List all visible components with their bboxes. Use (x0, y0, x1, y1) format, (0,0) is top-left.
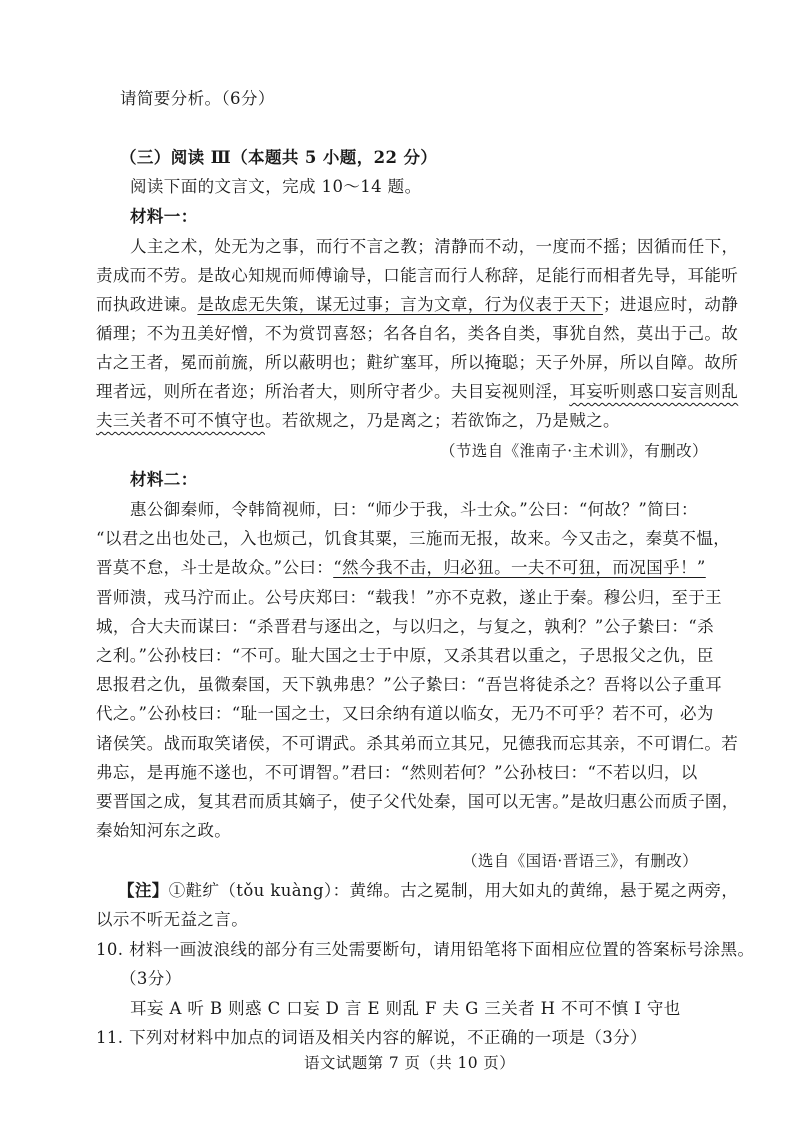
question-10-score: （3分） (120, 969, 182, 988)
material-two-line: 思报君之仇，虽微秦国，天下孰弗患？”公子絷曰：“吾岂将徒杀之？吾将以公子重耳 (96, 675, 723, 694)
material-two-line: 秦始知河东之政。 (96, 821, 232, 840)
underlined-sentence: “然今我不击，归必狃。一夫不可狃，而况国乎！” (333, 558, 706, 577)
material-one-source: （节选自《淮南子·主术训》，有删改） (440, 442, 708, 460)
material-one-line (96, 294, 738, 316)
material-one-heading: 材料一： (130, 207, 198, 226)
question-10-options: 耳妄 A 听 B 则惑 C 口妄 D 言 E 则乱 F 夫 G 三关者 H 不可不慎 I 守也 (130, 999, 681, 1018)
note-line: 以示不听无益之言。 (96, 910, 249, 929)
material-one-line (96, 410, 620, 432)
material-two-line: 晋师溃，戎马泞而止。公号庆郑曰：“载我！”亦不克救，遂止于秦。穆公归，至于王 (96, 588, 723, 607)
underlined-sentence: 是故虑无失策，谋无过事；言为文章，行为仪表于天下 (197, 295, 604, 314)
material-two-line: 惠公御秦师，令韩简视师，曰：“师少于我，斗士众。”公曰：“何故？”简曰： (130, 500, 698, 519)
question-10: 10. 材料一画波浪线的部分有三处需要断句，请用铅笔将下面相应位置的答案标号涂黑。 (96, 940, 755, 959)
wavy-underlined-text: 夫三关者不可不慎守也 (96, 411, 265, 430)
section-title: （三）阅读 Ⅲ（本题共 5 小题，22 分） (120, 148, 438, 167)
material-two-line: 要晋国之成，复其君而质其嫡子，使子父代处秦，国可以无害。”是故归惠公而质子圉， (96, 792, 739, 811)
wavy-underlined-text: 耳妄听则惑口妄言则乱 (569, 382, 739, 401)
material-two-source: （选自《国语·晋语三》，有删改） (462, 852, 699, 870)
material-two-line: 代之。”公孙枝曰：“耻一国之士，又曰余纳有道以临女，无乃不可乎？若不可，必为 (96, 704, 714, 723)
text-segment: 而执政进谏。 (96, 295, 198, 314)
question-intro: 请简要分析。（6分） (120, 89, 275, 108)
text-segment: ；进退应时，动静 (603, 295, 739, 314)
material-one-line: 古之王者，冕而前旒，所以蔽明也；黈纩塞耳，所以掩聪；天子外屏，所以自障。故所 (96, 353, 739, 372)
text-segment: 理者远，则所在者迩；所治者大，则所守者少。夫目妄视则淫， (96, 382, 570, 401)
material-one-line: 循理；不为丑美好憎，不为赏罚喜怒；名各自名，类各自类，事犹自然，莫出于己。故 (96, 324, 739, 343)
material-one-line (96, 381, 738, 403)
material-two-line: 弗忘，是再施不遂也，不可谓智。”君曰：“然则若何？”公孙枝曰：“不若以归，以 (96, 763, 698, 782)
material-one-line: 责成而不劳。是故心知规而师傅谕导，口能言而行人称辞，足能行而相者先导，耳能听 (96, 266, 739, 285)
page-footer: 语文试题第 7 页（共 10 页） (304, 1054, 516, 1072)
material-two-line: “以君之出也处己，入也烦己，饥食其粟，三施而无报，故来。今又击之，秦莫不愠， (96, 529, 731, 548)
material-two-line: 诸侯笑。战而取笑诸侯，不可谓武。杀其弟而立其兄，兄德我而忘其亲，不可谓仁。若 (96, 734, 739, 753)
material-two-line: 城，合大夫而谋曰：“杀晋君与逐出之，与以归之，与复之，孰利？”公子絷曰：“杀 (96, 617, 715, 636)
text-segment: 晋莫不怠，斗士是故众。”公曰： (96, 558, 334, 577)
note-text: ①黈纩（tǒu kuàng）：黄绵。古之冕制，用大如丸的黄绵，悬于冕之两旁， (168, 881, 739, 900)
material-two-line (96, 557, 706, 579)
material-two-heading: 材料二： (130, 470, 198, 489)
note-line (118, 880, 738, 902)
instruction-text: 阅读下面的文言文，完成 10～14 题。 (130, 177, 422, 196)
material-two-line: 之利。”公孙枝曰：“不可。耻大国之士于中原，又杀其君以重之，子思报父之仇，臣 (96, 646, 714, 665)
text-segment: 。若欲规之，乃是离之；若欲饰之，乃是贼之。 (265, 411, 620, 430)
question-11: 11. 下列对材料中加点的词语及相关内容的解说，不正确的一项是（3分） (96, 1028, 647, 1047)
note-label: 【注】 (118, 881, 169, 900)
material-one-line: 人主之术，处无为之事，而行不言之教；清静而不动，一度而不摇；因循而任下， (130, 237, 739, 256)
